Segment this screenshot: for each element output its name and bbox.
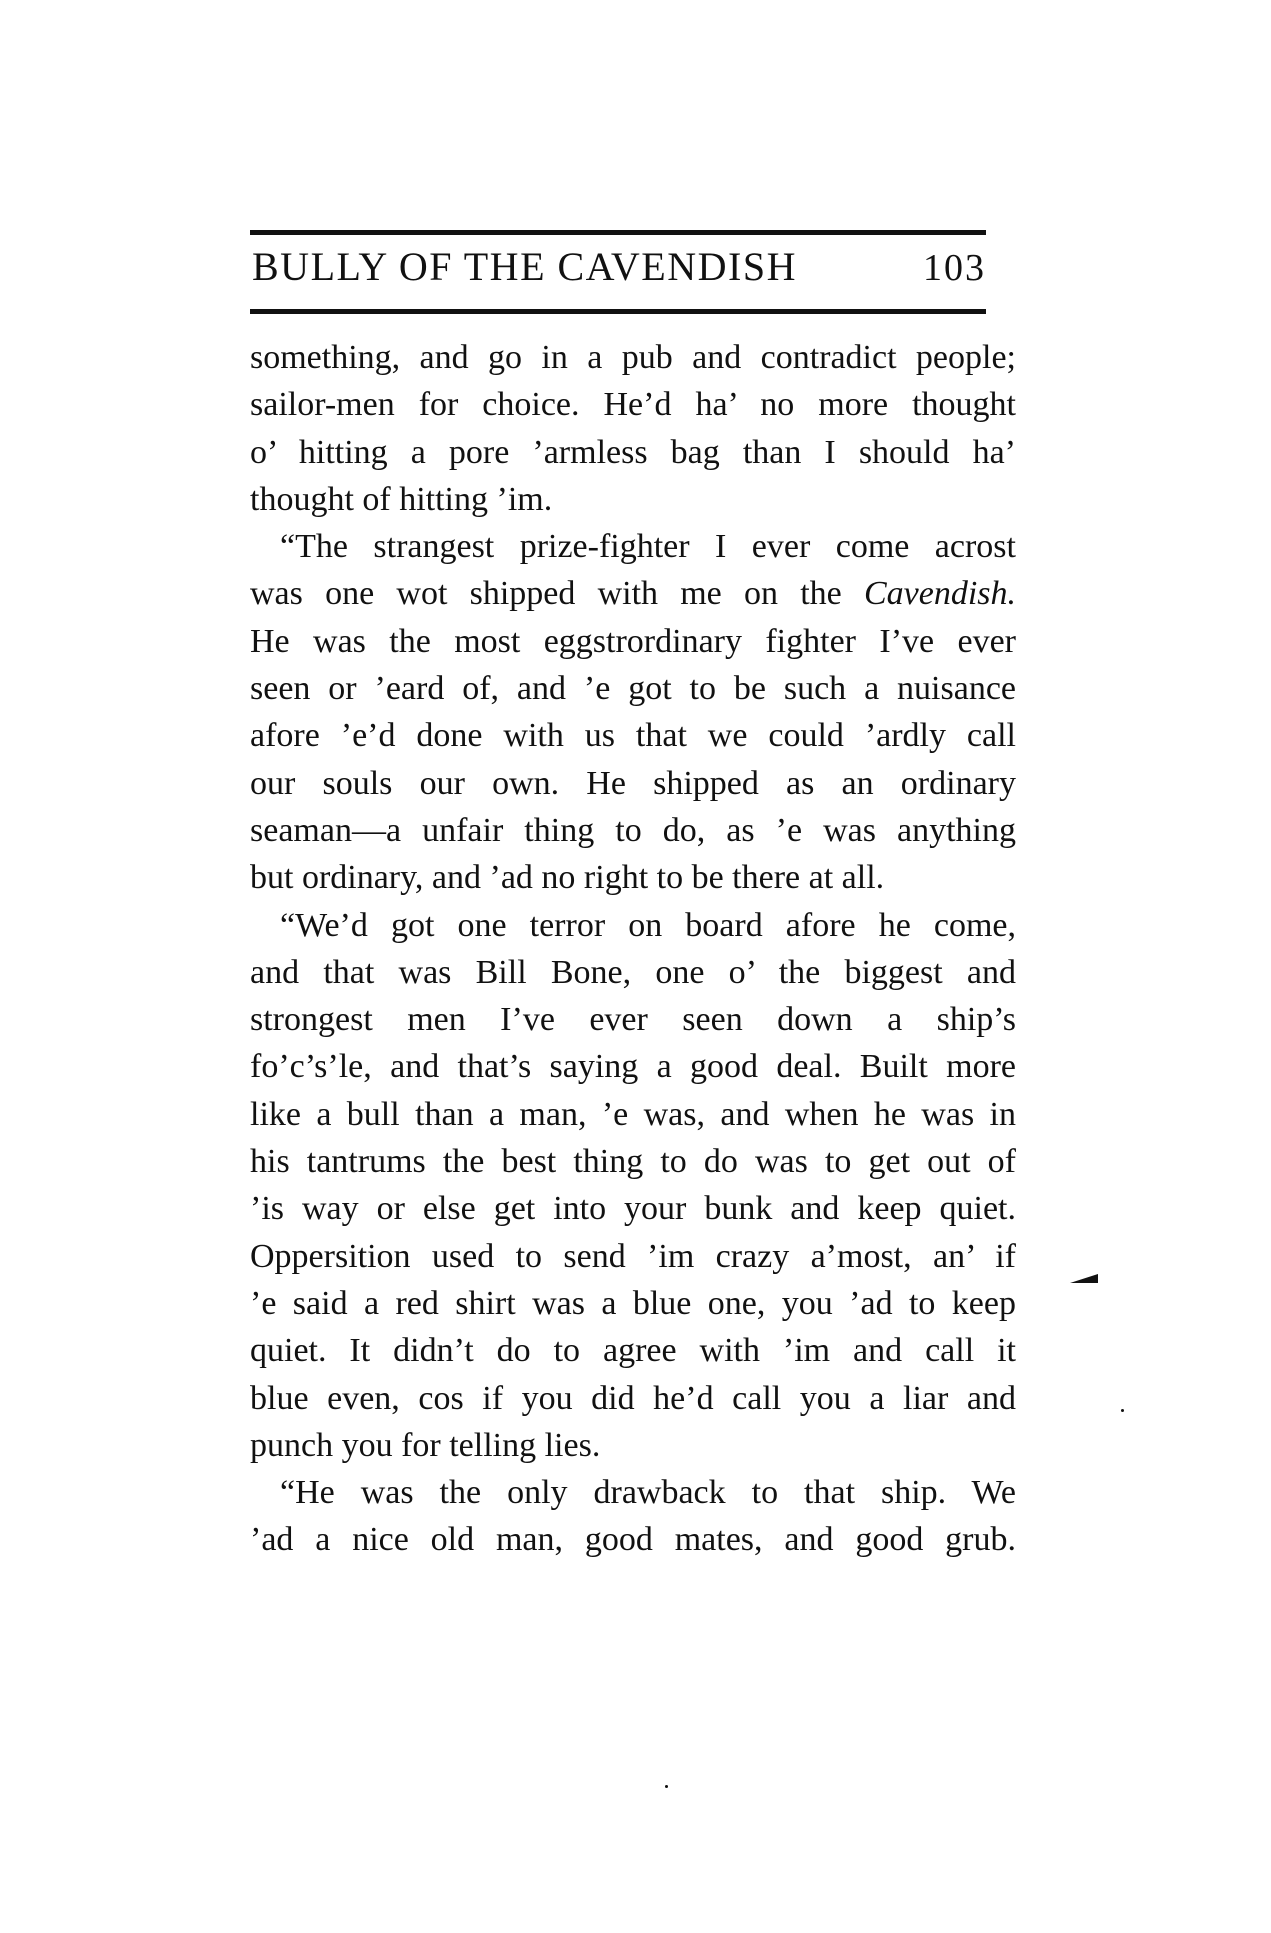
text-line bbox=[250, 570, 1016, 617]
scan-speck bbox=[665, 1785, 668, 1788]
header-rule-bottom bbox=[250, 309, 986, 314]
text-line: like a bull than a man, ’e was, and when he was in bbox=[250, 1095, 1016, 1133]
ship-name: Cavendish. bbox=[863, 575, 1016, 613]
header-rule-top bbox=[250, 230, 986, 235]
paragraph-start-line: “He was the only drawback to that ship. We bbox=[280, 1474, 1016, 1512]
text-line: quiet. It didn’t do to agree with ’im and call it bbox=[250, 1332, 1016, 1370]
text-line: ’e said a red shirt was a blue one, you ’ad to keep bbox=[250, 1284, 1016, 1322]
running-head bbox=[252, 243, 986, 303]
text-line: seaman—a unfair thing to do, as ’e was anything bbox=[250, 811, 1016, 849]
text-line: and that was Bill Bone, one o’ the biggest and bbox=[250, 953, 1016, 991]
text-line: but ordinary, and ’ad no right to be there at all. bbox=[250, 859, 885, 897]
text-line: afore ’e’d done with us that we could ’ardly call bbox=[250, 717, 1016, 755]
text-line: Oppersition used to send ’im crazy a’most, an’ if bbox=[250, 1237, 1016, 1275]
paragraph-start-line: “The strangest prize-fighter I ever come acrost bbox=[280, 528, 1016, 566]
paragraph-start-line: “We’d got one terror on board afore he come, bbox=[280, 906, 1016, 944]
text-line: thought of hitting ’im. bbox=[250, 480, 553, 518]
text-line: sailor-men for choice. He’d ha’ no more thought bbox=[250, 386, 1016, 424]
text-line: fo’c’s’le, and that’s saying a good deal. Built more bbox=[250, 1048, 1016, 1086]
text-line: ’is way or else get into your bunk and keep quiet. bbox=[250, 1190, 1016, 1228]
page-number: 103 bbox=[923, 247, 986, 289]
text-line: seen or ’eard of, and ’e got to be such a nuisance bbox=[250, 670, 1016, 708]
text-line: ’ad a nice old man, good mates, and good grub. bbox=[250, 1521, 1016, 1559]
text-line: our souls our own. He shipped as an ordinary bbox=[250, 764, 1016, 802]
text-line: o’ hitting a pore ’armless bag than I should ha’ bbox=[250, 433, 1016, 471]
text-line: strongest men I’ve ever seen down a ship’s bbox=[250, 1001, 1016, 1039]
text-line: blue even, cos if you did he’d call you a liar and bbox=[250, 1379, 1016, 1417]
text-segment: was one wot shipped with me on the bbox=[250, 575, 842, 613]
text-line: He was the most eggstrordinary fighter I’ve ever bbox=[250, 622, 1016, 660]
text-line: his tantrums the best thing to do was to get out of bbox=[250, 1143, 1016, 1181]
margin-arrow-mark bbox=[1070, 1274, 1098, 1283]
running-title: BULLY OF THE CAVENDISH bbox=[252, 244, 797, 289]
text-line: punch you for telling lies. bbox=[250, 1426, 601, 1464]
text-line: something, and go in a pub and contradict people; bbox=[250, 339, 1016, 376]
body-text bbox=[250, 334, 1016, 1564]
scan-speck bbox=[1121, 1409, 1124, 1412]
